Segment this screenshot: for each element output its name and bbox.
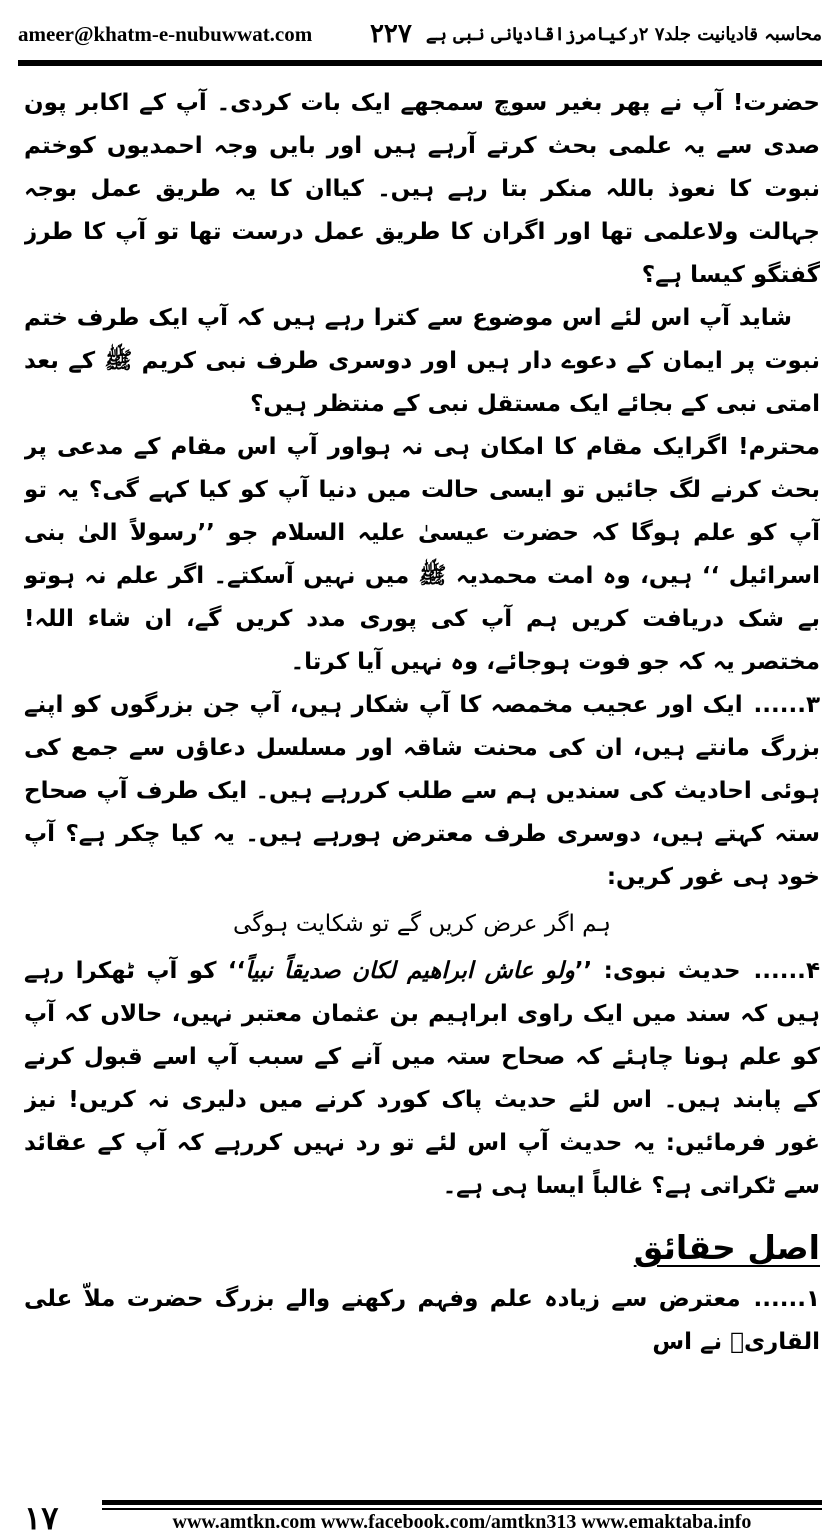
page-header (18, 14, 822, 54)
header-rule (18, 60, 822, 66)
footer-rule (102, 1500, 822, 1505)
section-heading-text: اصل حقائق (633, 1228, 820, 1267)
item-number-1: ۱...... (753, 1286, 820, 1312)
hadith-text: ولو عاش ابراهیم لكان صدیقاً نبیاً (245, 958, 575, 984)
page-body (24, 82, 820, 1452)
paragraph-4 (24, 684, 820, 899)
paragraph-5-text: ‘‘ کو آپ ٹھکرا رہے ہیں کہ سند میں ایک راوی ابراہیم بن عثمان معتبر نہیں، حالاں کہ آپ کو علم ہونا چاہئے کہ صحاح ستہ میں آنے کے سبب آپ اسے قبول کرنے کے پابند ہیں۔ اس لئے حدیث پاک کورد کرنے میں دلیری نہ کریں! نیز غور فرمائیں: یہ حدیث آپ اس لئے تو رد نہیں کررہے کہ آپ کے عقائد سے ٹکراتی ہے؟ غالباً ایسا ہی ہے۔ (24, 958, 820, 1199)
footer-urls[interactable]: www.amtkn.com www.facebook.com/amtkn313 www.emaktaba.info (172, 1511, 752, 1533)
paragraph-6 (24, 1278, 820, 1364)
hadith-label: حدیث نبوی: ’’ (574, 958, 741, 984)
paragraph-6-text: معترض سے زیادہ علم وفہم رکھنے والے بزرگ حضرت ملاّ علی القاریؒ نے اس (24, 1286, 820, 1355)
paragraph-1: حضرت! آپ نے پھر بغیر سوچ سمجھے ایک بات کردی۔ آپ کے اکابر پون صدی سے یہ علمی بحث کرتے آرہے ہیں اور بایں وجہ احمدیوں کوختم نبوت کا نعوذ باللہ منکر بتا رہے ہیں۔ کیاان کا یہ طریق عمل بوجہ جہالت ولاعلمی تھا اور اگران کا طریق عمل درست تھا تو آپ کا طرز گفتگو کیسا ہے؟ (24, 90, 820, 288)
couplet: ہم اگر عرض کریں گے تو شکایت ہوگی (233, 911, 611, 937)
paragraph-5 (24, 950, 820, 1208)
footer-links-box (102, 1500, 822, 1536)
section-heading (24, 1224, 820, 1272)
item-number-3: ۳...... (753, 692, 820, 718)
paragraph-2: شاید آپ اس لئے اس موضوع سے کترا رہے ہیں کہ آپ ایک طرف ختم نبوت پر ایمان کے دعوے دار ہیں اور دوسری طرف نبی کریم ﷺ کے بعد امتی نبی کے بجائے ایک مستقل نبی کے منتظر ہیں؟ (24, 305, 820, 417)
footer-rule-thin (102, 1508, 822, 1510)
paragraph-3: محترم! اگرایک مقام کا امکان ہی نہ ہواور آپ اس مقام کے مدعی پر بحث کرنے لگ جائیں تو ایسی حالت میں دنیا آپ کو کیا کہے گی؟ یہ تو آپ کو علم ہوگا کہ حضرت عیسیٰ علیہ السلام جو ’’رسولاً الیٰ بنی اسرائیل ‘‘ ہیں، وہ امت محمدیہ ﷺ میں نہیں آسکتے۔ اگر علم نہ ہوتو بے شک دریافت کریں ہم آپ کی پوری مدد کریں گے، ان شاء اللہ! مختصر یہ کہ جو فوت ہوجائے، وہ نہیں آیا کرتا۔ (24, 434, 820, 675)
header-page-number: ۲۲۷ (369, 19, 412, 49)
header-title: محاسبہ قادیانیت جلد۷ ۲رکیامرزاقادیانی نبی ہے (425, 23, 822, 45)
page-footer (18, 1500, 822, 1536)
header-email[interactable]: ameer@khatm-e-nubuwwat.com (18, 21, 313, 46)
footer-page-number: ۱۷ (24, 1499, 59, 1537)
item-number-4: ۴...... (753, 958, 820, 984)
paragraph-4-text: ایک اور عجیب مخمصہ کا آپ شکار ہیں، آپ جن بزرگوں کو اپنے بزرگ مانتے ہیں، ان کی محنت شاقہ اور مسلسل دعاؤں سے جمع کی ہوئی احادیث کی سندیں ہم سے طلب کررہے ہیں۔ ایک طرف آپ صحاح ستہ کہتے ہیں، دوسری طرف معترض ہورہے ہیں۔ یہ کیا چکر ہے؟ آپ خود ہی غور کریں: (24, 692, 820, 890)
header-right (370, 19, 822, 49)
